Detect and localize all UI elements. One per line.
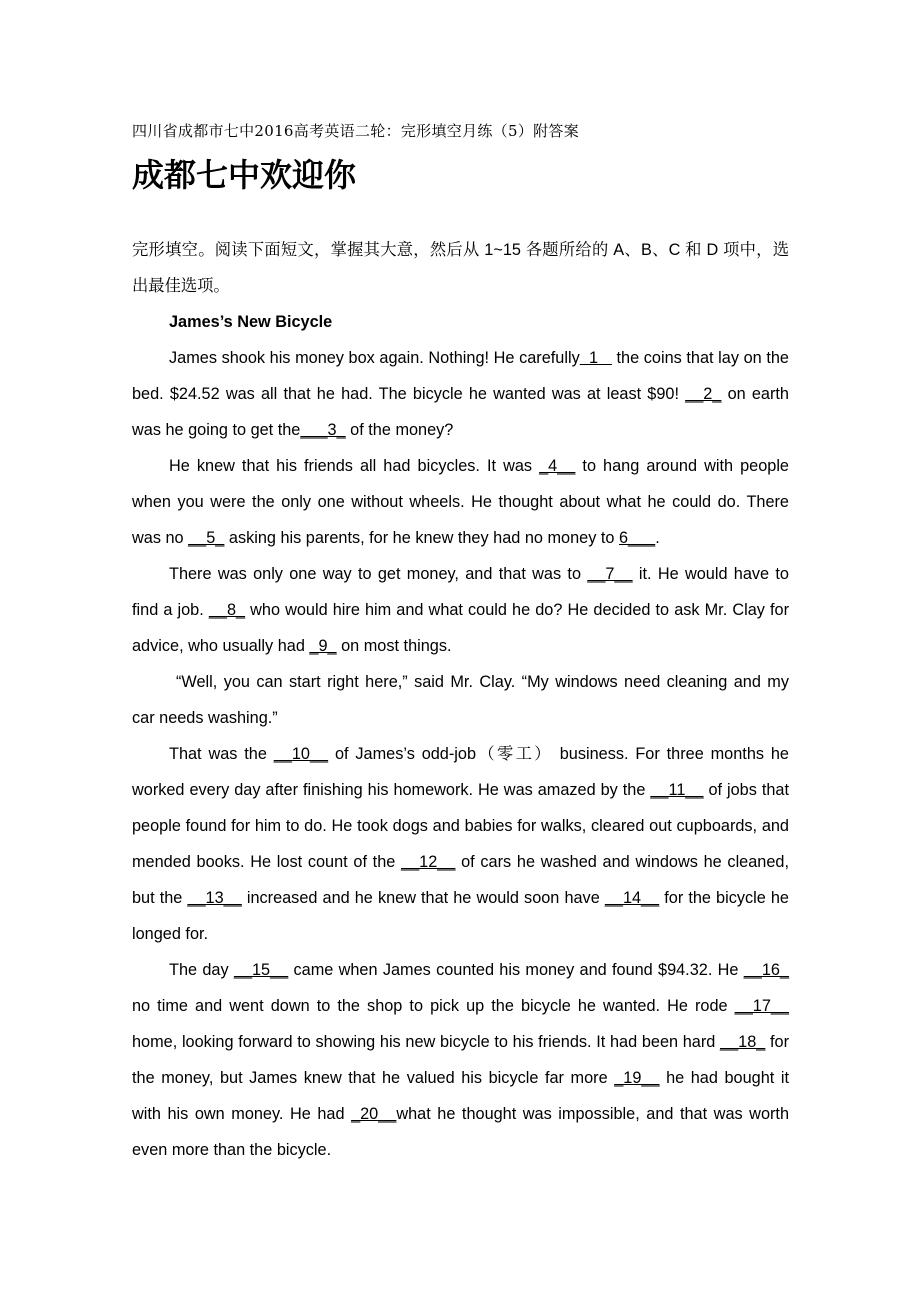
paragraph-6 [132,952,789,1168]
blank-11: __11__ [650,781,704,799]
blank-20: _20__ [351,1105,397,1123]
text: The day [169,961,234,979]
text: to hang around with people when you were the only one without wheels. He thought about what he could do. There was no [132,457,789,547]
text: who would hire him and what could he do? He decided to ask Mr. Clay for advice, who usually had [132,601,789,655]
paragraph-4: “Well, you can start right here,” said Mr. Clay. “My windows need cleaning and my car needs washing.” [132,673,789,727]
text: increased and he knew that he would soon have [241,889,605,907]
text: asking his parents, for he knew they had no money to [224,529,619,547]
welcome-title: 成都七中欢迎你 [132,156,357,194]
text: on most things. [336,637,452,655]
text: what he thought was impossible, and that was worth even more than the bicycle. [132,1105,789,1159]
blank-5: __5_ [188,529,225,547]
document-header: 四川省成都市七中2016高考英语二轮：完形填空月练（5）附答案 [132,122,580,140]
text: came when James counted his money and found $94.32. He [288,961,744,979]
instruction-text: 完形填空。阅读下面短文，掌握其大意，然后从 1~15 各题所给的 A、B、C 和 D 项中，选出最佳选项。 [132,241,789,295]
text: of the money? [345,421,454,439]
text: . [655,529,660,547]
blank-1: 1 [579,349,612,367]
blank-3: ___3_ [300,421,346,439]
blank-12: __12__ [401,853,456,871]
text: for the money, but James knew that he valued his bicycle far more [132,1033,790,1087]
blank-10: __10__ [273,745,329,763]
text: the coins that lay on the bed. $24.52 was all that he had. The bicycle he wanted was at least $90! [132,349,789,403]
blank-18: __18_ [720,1033,766,1051]
text: That was the [169,745,274,763]
blank-9: _9_ [309,637,337,655]
document-body [132,232,789,1168]
text: it. He would have to find a job. [132,565,789,619]
text: home, looking forward to showing his new bicycle to his friends. It had been hard [132,1033,721,1051]
blank-8: __8_ [208,601,246,619]
story-title: James’s New Bicycle [169,313,333,331]
paragraph-1 [132,340,789,448]
text: for the bicycle he longed for. [132,889,789,943]
blank-16: __16_ [743,961,790,979]
text: he had bought it with his own money. He had [132,1069,790,1123]
blank-6: 6___ [618,529,656,547]
text: on earth was he going to get the [132,385,789,439]
text: of James’s odd-job（零工） business. For three months he worked every day after finishing his homework. He was amazed by the [132,745,789,799]
text: He knew that his friends all had bicycles. It was [169,457,540,475]
text: There was only one way to get money, and that was to [169,565,588,583]
text: no time and went down to the shop to pick up the bicycle he wanted. He rode [132,997,735,1015]
blank-13: __13__ [187,889,242,907]
blank-7: __7__ [587,565,633,583]
blank-15: __15__ [233,961,289,979]
paragraph-3 [132,556,789,664]
blank-19: _19__ [614,1069,660,1087]
paragraph-5 [132,736,789,952]
text: of cars he washed and windows he cleaned, but the [132,853,789,907]
blank-2: __2_ [685,385,722,403]
text: of jobs that people found for him to do. He took dogs and babies for walks, cleared out cupboards, and mended books. He lost count of the [132,781,789,871]
blank-14: __14__ [604,889,660,907]
blank-4: _4__ [539,457,576,475]
paragraph-2 [132,448,789,556]
blank-17: __17__ [734,997,789,1015]
text: James shook his money box again. Nothing! He carefully [169,349,580,367]
